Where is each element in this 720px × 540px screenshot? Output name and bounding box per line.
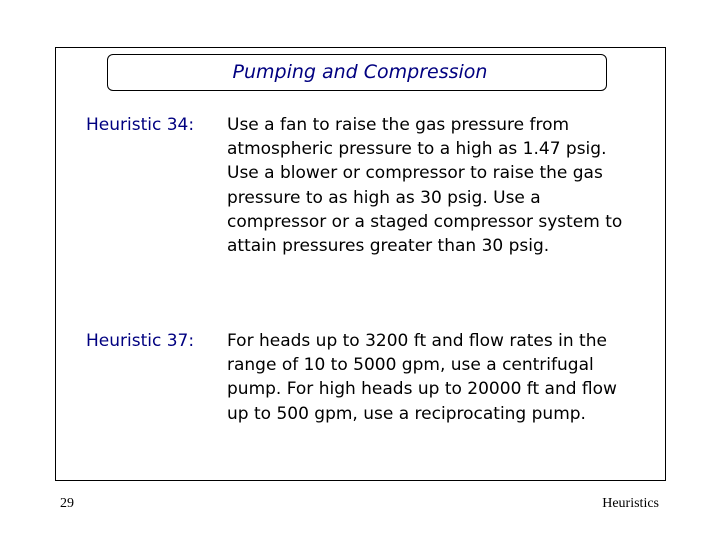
heuristic-label: Heuristic 34: <box>86 115 195 135</box>
heuristic-text <box>227 113 667 258</box>
heuristic-line: up to 500 gpm, use a reciprocating pump. <box>227 403 586 424</box>
heuristic-line: Use a blower or compressor to raise the gas <box>227 163 603 184</box>
heuristic-line: attain pressures greater than 30 psig. <box>227 236 550 257</box>
footer-section-label: Heuristics <box>602 496 659 511</box>
slide-title: Pumping and Compression <box>232 61 488 83</box>
heuristic-line: compressor or a staged compressor system to <box>227 211 623 232</box>
heuristic-line: pump. For high heads up to 20000 ft and flow <box>227 379 617 400</box>
page-number: 29 <box>60 496 74 511</box>
heuristic-line: atmospheric pressure to a high as 1.47 psig. <box>227 139 607 160</box>
heuristic-line: For heads up to 3200 ft and flow rates in the <box>227 331 607 351</box>
heuristic-line: Use a fan to raise the gas pressure from <box>227 115 570 135</box>
heuristic-line: pressure to as high as 30 psig. Use a <box>227 187 541 208</box>
heuristic-line: range of 10 to 5000 gpm, use a centrifugal <box>227 355 594 376</box>
heuristic-text <box>227 329 667 426</box>
heuristic-label: Heuristic 37: <box>86 331 195 351</box>
